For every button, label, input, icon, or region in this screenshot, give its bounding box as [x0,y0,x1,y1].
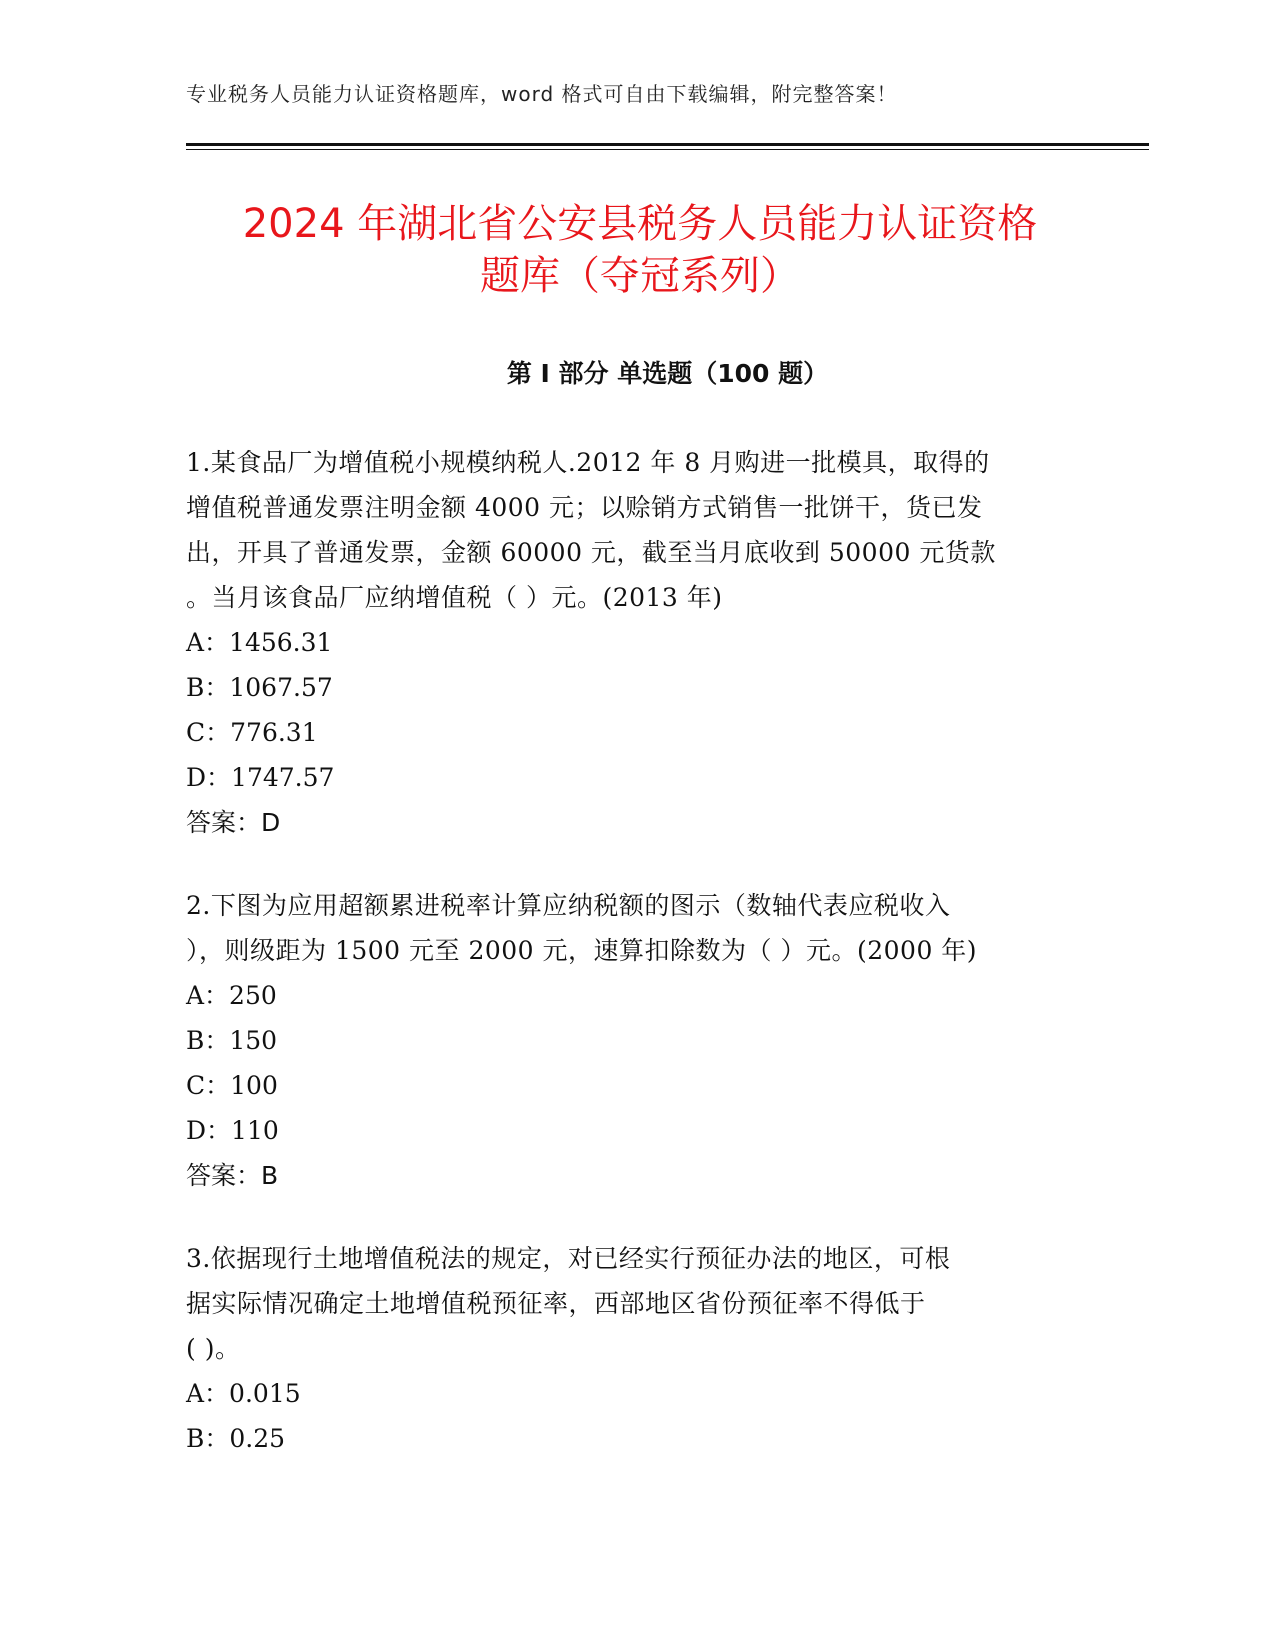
question-3-stem [186,1236,1086,1371]
document-title [140,198,1140,302]
question-2-option-a: A：250 [186,981,277,1010]
question-1-option-c: C：776.31 [186,718,318,747]
question-2-option-c: C：100 [186,1071,278,1100]
question-2-option-b: B：150 [186,1026,278,1055]
header-rule-thick [186,143,1149,146]
question-list [186,440,1086,1499]
question-3-stem-line-3: ( )。 [186,1334,241,1363]
document-title-line-1: 2024 年湖北省公安县税务人员能力认证资格 [242,201,1038,247]
question-1-stem-line-1: 1.某食品厂为增值税小规模纳税人.2012 年 8 月购进一批模具，取得的 [186,448,990,477]
section-title: 第 I 部分 单选题（100 题） [506,359,829,388]
header-rule-thin [186,149,1149,150]
question-3-option-b: B：0.25 [186,1424,286,1453]
question-2-stem [186,883,1086,973]
header-note: 专业税务人员能力认证资格题库，word 格式可自由下载编辑，附完整答案！ [186,82,898,106]
question-2-answer: 答案：B [186,1161,279,1190]
document-title-line-2: 题库（夺冠系列） [480,253,800,299]
question-3-stem-line-2: 据实际情况确定土地增值税预征率，西部地区省份预征率不得低于 [186,1289,926,1318]
question-1-option-a: A：1456.31 [186,628,333,657]
question-1-option-b: B：1067.57 [186,673,333,702]
question-1-stem-line-2: 增值税普通发票注明金额 4000 元；以赊销方式销售一批饼干，货已发 [186,493,983,522]
question-3 [186,1236,1086,1461]
question-3-option-a: A：0.015 [186,1379,301,1408]
question-1-stem [186,440,1086,620]
question-1-option-d: D：1747.57 [186,763,335,792]
question-2-stem-line-2: ），则级距为 1500 元至 2000 元，速算扣除数为（ ）元。(2000 年) [186,936,978,965]
question-1-stem-line-3: 出，开具了普通发票，金额 60000 元，截至当月底收到 50000 元货款 [186,538,996,567]
question-1 [186,440,1086,845]
question-1-answer: 答案：D [186,808,281,837]
question-2 [186,883,1086,1198]
question-2-option-d: D：110 [186,1116,279,1145]
question-1-stem-line-4: 。当月该食品厂应纳增值税（ ）元。(2013 年) [186,583,723,612]
question-2-stem-line-1: 2.下图为应用超额累进税率计算应纳税额的图示（数轴代表应税收入 [186,891,951,920]
question-3-stem-line-1: 3.依据现行土地增值税法的规定，对已经实行预征办法的地区，可根 [186,1244,951,1273]
